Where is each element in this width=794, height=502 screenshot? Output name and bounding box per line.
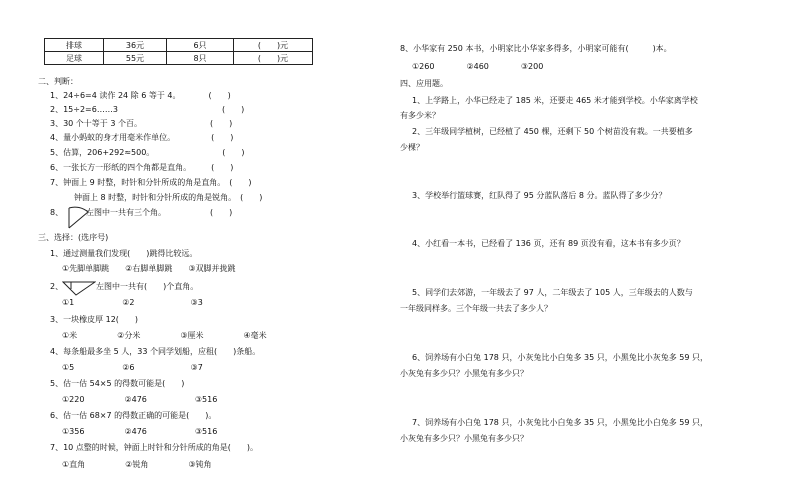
judge-item-7: 7、钟面上 9 时整，时针和分针所成的角是直角。 ( ) xyxy=(50,178,252,187)
section-choice-title: 三、选择：(选序号) xyxy=(38,233,109,242)
choice-q6: 6、估一估 68×7 的得数正确的可能是( )。 xyxy=(50,411,217,420)
choice-q2-number: 2、 xyxy=(50,282,64,291)
section-application-title: 四、应用题。 xyxy=(400,79,448,88)
table-cell: 8只 xyxy=(167,52,234,65)
choice-q5: 5、估一估 54×5 的得数可能是( ) xyxy=(50,379,185,388)
choice-q6-options: ①356 ②476 ③516 xyxy=(62,427,218,436)
judge-item-6: 6、一张长方一形纸的四个角都是直角。 ( ) xyxy=(50,163,234,172)
judge-item-4: 4、量小蚂蚁的身才用毫米作单位。 ( ) xyxy=(50,133,234,142)
app-q6-line1: 6、饲养场有小白兔 178 只，小灰兔比小白兔多 35 只，小黑兔比小灰兔多 59 只， xyxy=(412,353,708,362)
judge-item-8: 左图中一共有三个角。 ( ) xyxy=(86,208,233,217)
choice-q7-options: ①直角 ②锐角 ③钝角 xyxy=(62,460,212,469)
table-row xyxy=(45,39,313,52)
choice-q4-options: ①5 ②6 ③7 xyxy=(62,363,203,372)
app-q7-line2: 小灰兔有多少只？小黑兔有多少只？ xyxy=(400,434,528,443)
table-cell: ( )元 xyxy=(234,52,313,65)
table-cell: 55元 xyxy=(104,52,167,65)
app-q2-line1: 2、三年级同学植树，已经植了 450 棵，还剩下 50 个树苗没有栽。一共要植多 xyxy=(412,127,693,136)
price-table xyxy=(44,38,313,65)
app-q5-line2: 一年级同样多。三个年级一共去了多少人？ xyxy=(400,304,552,313)
choice-q1-options: ①先脚单脚跳 ②右脚单脚跳 ③双脚并拢跳 xyxy=(62,264,236,273)
app-q4: 4、小红看一本书，已经看了 136 页，还有 89 页没有看，这本书有多少页？ xyxy=(412,239,685,248)
app-q3: 3、学校举行篮球赛，红队得了 95 分蓝队落后 8 分。蓝队得了多少分？ xyxy=(412,191,667,200)
triangle-figure-icon xyxy=(62,280,96,296)
judge-item-3: 3、30 个十等于 3 个百。 ( ) xyxy=(50,119,233,128)
choice-q7: 7、10 点整的时候，钟面上时针和分针所成的角是( )。 xyxy=(50,443,259,452)
app-q6-line2: 小灰兔有多少只？小黑兔有多少只？ xyxy=(400,369,528,378)
choice-q8-options: ①260 ②460 ③200 xyxy=(412,62,544,71)
table-cell: 6只 xyxy=(167,39,234,52)
section-judge-title: 二、判断： xyxy=(38,77,78,86)
table-cell: 36元 xyxy=(104,39,167,52)
choice-q2-options: ①1 ②2 ③3 xyxy=(62,298,203,307)
table-cell: 排球 xyxy=(45,39,104,52)
choice-q3-options: ①米 ②分米 ③厘米 ④毫米 xyxy=(62,331,267,340)
table-cell: ( )元 xyxy=(234,39,313,52)
judge-item-5: 5、估算，206+292≈500。 ( ) xyxy=(50,148,245,157)
choice-q2: 左图中一共有( )个直角。 xyxy=(96,282,199,291)
app-q7-line1: 7、饲养场有小白兔 178 只，小灰兔比小白兔多 35 只，小黑兔比小白兔多 59 只， xyxy=(412,418,708,427)
table-cell: 足球 xyxy=(45,52,104,65)
app-q5-line1: 5、同学们去郊游，一年级去了 97 人，二年级去了 105 人，三年级去的人数与 xyxy=(412,288,693,297)
table-row xyxy=(45,52,313,65)
app-q1-line1: 1、上学路上，小华已经走了 185 米，还要走 465 米才能到学校。小华家离学校 xyxy=(412,96,698,105)
choice-q3: 3、一块橡皮厚 12( ) xyxy=(50,315,139,324)
judge-item-1: 1、24÷6=4 读作 24 除 6 等于 4。 ( ) xyxy=(50,91,231,100)
judge-item-8-number: 8、 xyxy=(50,208,64,217)
judge-item-2: 2、15÷2=6……3 ( ) xyxy=(50,105,245,114)
app-q2-line2: 少棵？ xyxy=(400,143,424,152)
app-q1-line2: 有多少米？ xyxy=(400,111,440,120)
choice-q8: 8、小华家有 250 本书，小明家比小华家多得多，小明家可能有( )本。 xyxy=(400,44,672,53)
judge-item-7b: 钟面上 8 时整，时针和分针所成的角是锐角。 ( ) xyxy=(74,193,263,202)
choice-q1: 1、通过测量我们发现( )跳得比较远。 xyxy=(50,249,198,258)
choice-q4: 4、每条船最多坐 5 人，33 个同学划船，应租( )条船。 xyxy=(50,347,261,356)
choice-q5-options: ①220 ②476 ③516 xyxy=(62,395,218,404)
